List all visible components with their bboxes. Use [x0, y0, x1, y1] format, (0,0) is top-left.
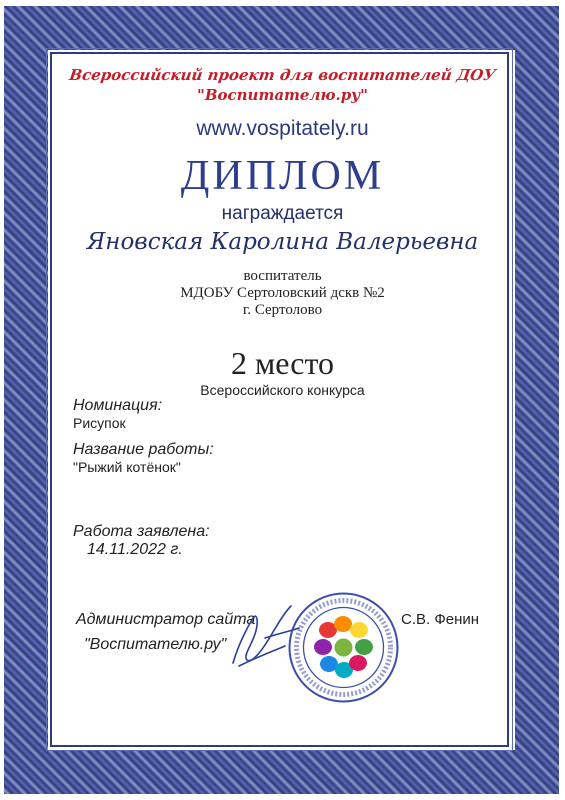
contest-name: Всероссийского конкурса: [200, 382, 365, 398]
submitted-date: 14.11.2022 г.: [87, 541, 183, 558]
project-line-2: "Воспитателю.ру": [197, 86, 368, 104]
nomination-value: Рисупок: [73, 415, 126, 431]
nomination-label: Номинация:: [73, 397, 163, 414]
project-line-1: Всероссийский проект для воспитателей ДОУ: [68, 66, 497, 84]
recipient-organization: МДОБУ Сертоловский дскв №2: [180, 285, 385, 301]
place-award: 2 место: [230, 345, 334, 381]
signer-name: С.В. Фенин: [401, 611, 480, 628]
work-title-label: Название работы:: [73, 441, 214, 458]
recipient-name: Яновская Каролина Валерьевна: [86, 229, 479, 255]
admin-site: "Воспитателю.ру": [84, 636, 227, 653]
work-title-value: "Рыжий котёнок": [73, 459, 181, 475]
recipient-position: воспитатель: [243, 268, 322, 284]
website-url: www.vospitately.ru: [196, 117, 369, 140]
submitted-label: Работа заявлена:: [73, 523, 210, 540]
handwritten-signature-icon: [225, 588, 315, 678]
admin-title: Администратор сайта: [76, 611, 256, 628]
awarded-label: награждается: [221, 203, 344, 224]
diploma-title: ДИПЛОМ: [180, 153, 385, 199]
recipient-city: г. Сертолово: [242, 302, 323, 318]
